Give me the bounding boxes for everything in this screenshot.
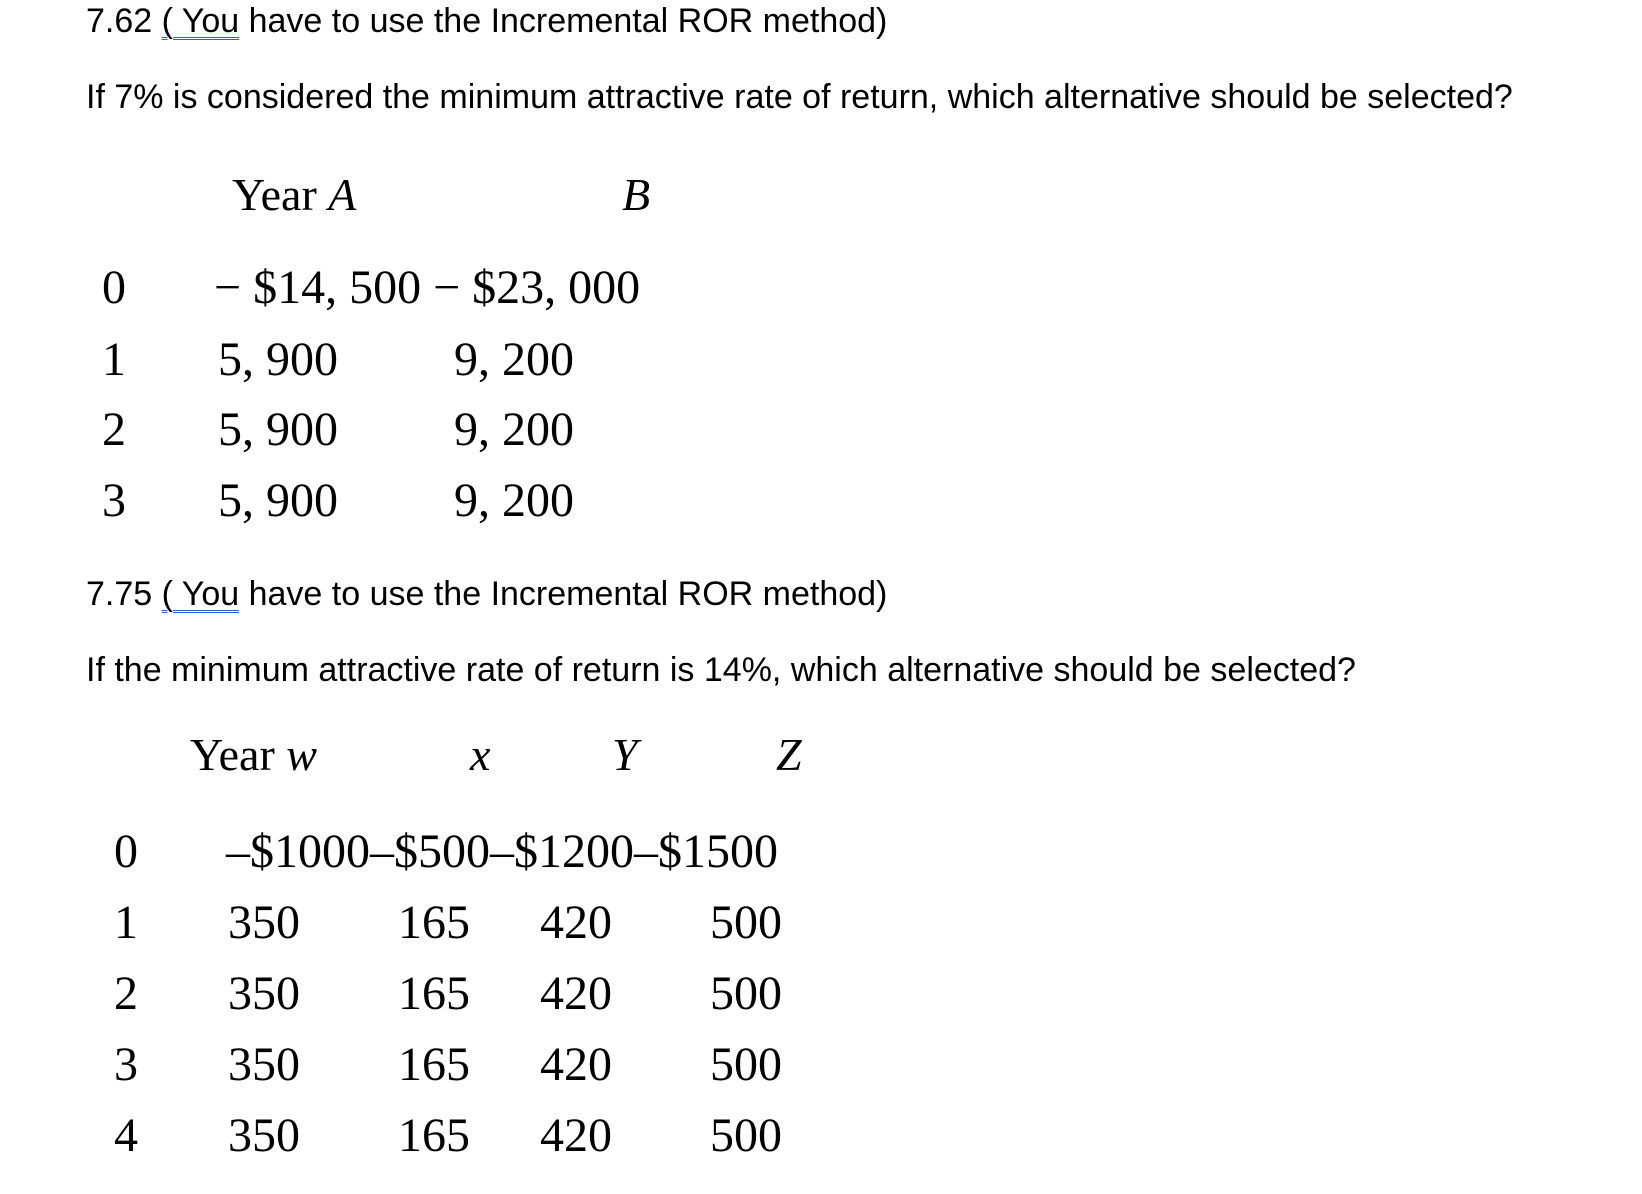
problem-2-col-z: Z [776,729,802,780]
problem-1-row-year: 1 [102,333,126,386]
problem-2-row-year: 0 [114,825,138,878]
problem-1-row-b: 9, 200 [454,474,574,527]
problem-2-row-z: 500 [710,1038,782,1091]
problem-1-col-a: A [328,169,357,220]
problem-2-row-x: 165 [398,1109,470,1162]
problem-2-row-values: –$1000 –$500 –$1200 –$1500 [226,825,778,878]
problem-2-col-year: Year w [190,729,317,780]
problem-2-row-w: 350 [228,1109,300,1162]
problem-2-heading [86,577,887,611]
problem-1-row-a: 5, 900 [218,474,338,527]
problem-1-row-year: 0 [102,261,126,314]
problem-2-row-y: 420 [540,1038,612,1091]
problem-2-row-w: 350 [228,1038,300,1091]
problem-2-col-w: w [286,729,317,780]
problem-2-row-year: 3 [114,1038,138,1091]
problem-2-row-w: 350 [228,896,300,949]
problem-2-row-x: 165 [398,1038,470,1091]
problem-1-question: If 7% is considered the minimum attractive rate of return, which alternative should be selected? [86,78,1513,116]
problem-1-heading-rest: have to use the Incremental ROR method) [239,2,888,40]
problem-2-col-x: x [470,729,491,780]
problem-2-row-year: 2 [114,967,138,1020]
problem-2-row-y: 420 [540,967,612,1020]
problem-1-heading [86,4,887,38]
problem-2-col-y: Y [612,729,638,780]
problem-1-number: 7.62 [86,2,162,40]
problem-2-row-year: 1 [114,896,138,949]
problem-1-row-b: 9, 200 [454,333,574,386]
problem-1-row-year: 2 [102,403,126,456]
problem-1-col-b: B [622,169,651,220]
problem-2-row-z: 500 [710,1109,782,1162]
problem-2-row-z: 500 [710,967,782,1020]
problem-1-row-b: 9, 200 [454,403,574,456]
problem-1-underlined: ( You [161,2,240,40]
problem-1-row-a: 5, 900 [218,403,338,456]
problem-2-row-x: 165 [398,896,470,949]
problem-1-row-year: 3 [102,474,126,527]
problem-2-underlined: ( You [161,575,240,613]
problem-2-row-z: 500 [710,896,782,949]
problem-2-row-x: 165 [398,967,470,1020]
problem-1-row-a: 5, 900 [218,333,338,386]
problem-2-row-y: 420 [540,896,612,949]
problem-2-question: If the minimum attractive rate of return is 14%, which alternative should be selected? [86,651,1356,689]
problem-2-row-y: 420 [540,1109,612,1162]
problem-2-row-year: 4 [114,1109,138,1162]
problem-1-row-a: − $14, 500 − $23, 000 [214,261,641,314]
problem-2-row-w: 350 [228,967,300,1020]
problem-2-heading-rest: have to use the Incremental ROR method) [239,575,888,613]
problem-2-number: 7.75 [86,575,162,613]
problem-1-col-year: Year A [232,169,357,220]
